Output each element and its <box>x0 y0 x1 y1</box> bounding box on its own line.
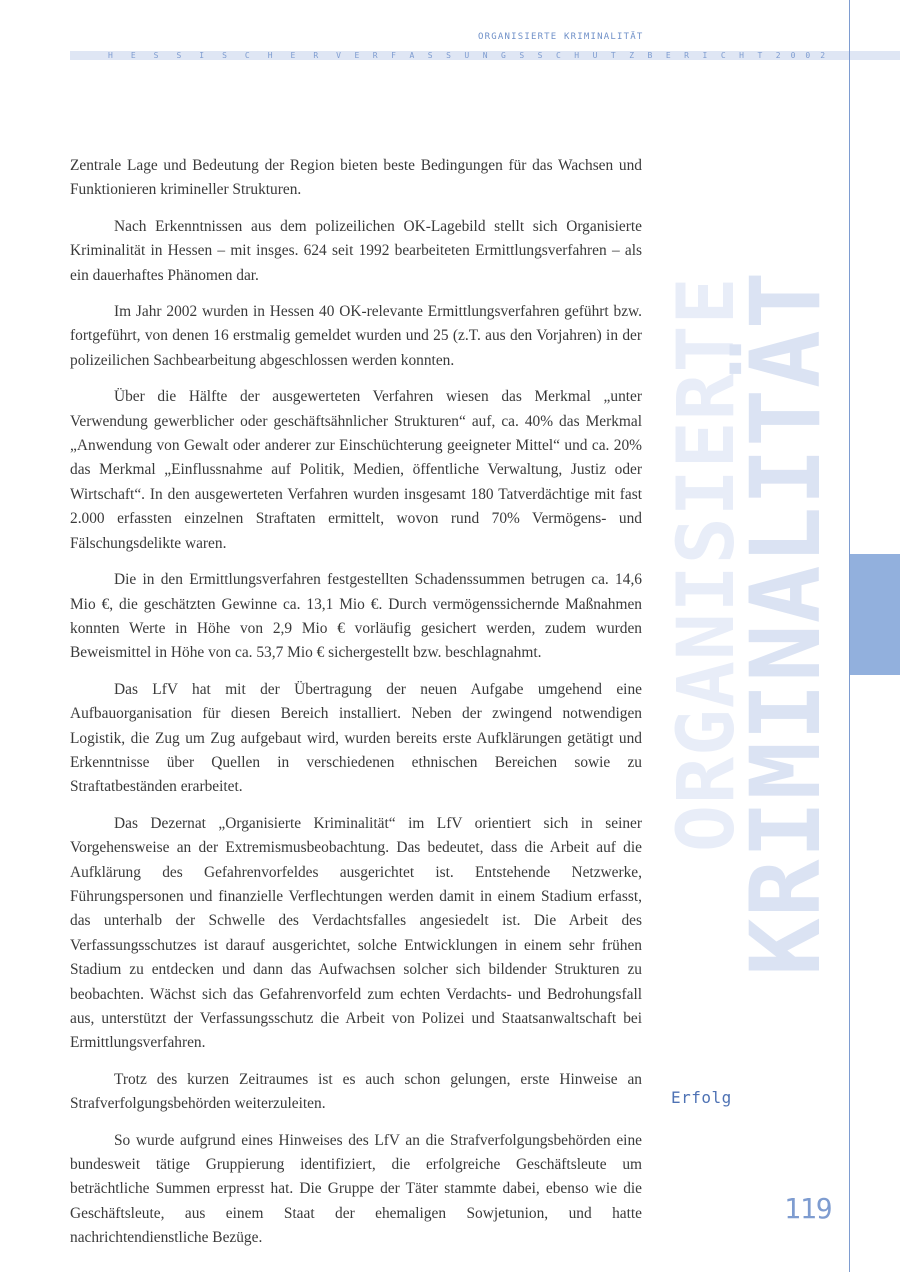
header-band-right: 2002 <box>775 51 836 60</box>
paragraph: Zentrale Lage und Bedeutung der Region bieten beste Bedingungen für das Wachsen und Funktionieren krimineller Strukturen. <box>70 157 642 199</box>
margin-note: Erfolg <box>671 1088 732 1107</box>
header-band-left: HESSISCHER <box>108 51 337 60</box>
header-band-text <box>108 50 836 61</box>
paragraph: Das LfV hat mit der Übertragung der neuen Aufgabe umgehend eine Aufbauorganisation für diesen Bereich installiert. Neben der zwingend notwendigen Logistik, die Zug um Zug aufgebaut wird, wurden bereits erste Aufklärungen getätigt und Erkenntnisse über Quellen in verschiedenen ethnischen Bereichen sowie zu Straftatbeständen erarbeitet. <box>70 680 642 796</box>
paragraph: Die in den Ermittlungsverfahren festgestellten Schadenssummen betrugen ca. 14,6 Mio €, die geschätzten Gewinne ca. 13,1 Mio €. Durch vermögenssichernde Maßnahmen konnten Werte in Höhe von 2,9 Mio € vorläufig gesichert werden, zudem wurden Beweismittel in Höhe von ca. 53,7 Mio € sichergestellt bzw. beschlagnahmt. <box>70 571 642 662</box>
paragraph: Trotz des kurzen Zeitraumes ist es auch schon gelungen, erste Hinweise an Strafverfolgungsbehörden weiterzuleiten. <box>70 1070 642 1113</box>
header-band-middle: VERFASSUNGSSCHUTZBERICHT <box>336 51 776 60</box>
paragraph: Über die Hälfte der ausgewerteten Verfahren wiesen das Merkmal „unter Verwendung gewerblicher oder geschäftsähnlicher Strukturen“ auf, ca. 40% das Merkmal „Anwendung von Gewalt oder anderer zur Einschüchterung geeigneter Mittel“ und ca. 20% das Merkmal „Einflussnahme auf Politik, Medien, öffentliche Verwaltung, Justiz oder Wirtschaft“. In den ausgewerteten Verfahren wurden insgesamt 180 Tatverdächtige mit fast 2.000 erfassten einzelnen Straftaten ermittelt, wovon rund 70% Vermögens- und Fälschungsdelikte waren. <box>70 388 642 552</box>
watermark-line-2: KRIMINALITÄT <box>730 270 842 976</box>
page-number: 119 <box>784 1192 832 1225</box>
section-title: ORGANISIERTE KRIMINALITÄT <box>478 32 644 42</box>
watermark-line-1: ORGANISIERTE <box>662 276 752 852</box>
paragraph: So wurde aufgrund eines Hinweises des LfV an die Strafverfolgungsbehörden eine bundesweit tätige Gruppierung identifiziert, die erfolgreiche Geschäftsleute um beträchtliche Summen erpresst hat. Die Gruppe der Täter stammte dabei, ebenso wie die Geschäftsleute, aus einem Staat der ehemaligen Sowjetunion, und hatte nachrichtendienstliche Bezüge. <box>70 1131 642 1247</box>
body-text <box>70 154 642 1263</box>
paragraph: Das Dezernat „Organisierte Kriminalität“ im LfV orientiert sich in seiner Vorgehensweise an der Extremismusbeobachtung. Das bedeutet, dass die Arbeit auf die Aufklärung des Gefahrenvorfeldes ausgerichtet ist. Entstehende Netzwerke, Führungspersonen und finanzielle Verflechtungen werden damit in einem Stadium erfasst, das unterhalb der Schwelle des Verdachtsfalles angesiedelt ist. Die Arbeit des Verfassungsschutzes ist darauf ausgerichtet, solche Entwicklungen in einem sehr frühen Stadium zu entdecken und dann das Aufwachsen solcher sich bildender Strukturen zu beobachten. Wächst sich das Gefahrenvorfeld zum echten Verdachts- und Bedrohungsfall aus, unterstützt der Verfassungsschutz die Arbeit von Polizei und Staatsanwaltschaft bei Ermittlungsverfahren. <box>70 814 642 1052</box>
paragraph: Nach Erkenntnissen aus dem polizeilichen OK-Lagebild stellt sich Organisierte Kriminalität in Hessen – mit insges. 624 seit 1992 bearbeiteten Ermittlungsverfahren – als ein dauerhaftes Phänomen dar. <box>70 217 642 284</box>
chapter-tab <box>850 554 900 675</box>
paragraph: Im Jahr 2002 wurden in Hessen 40 OK-relevante Ermittlungsverfahren geführt bzw. fortgeführt, von denen 16 erstmalig gemeldet wurden und 25 (z.T. aus den Vorjahren) in der polizeilichen Sachbearbeitung abgeschlossen werden konnten. <box>70 303 642 369</box>
